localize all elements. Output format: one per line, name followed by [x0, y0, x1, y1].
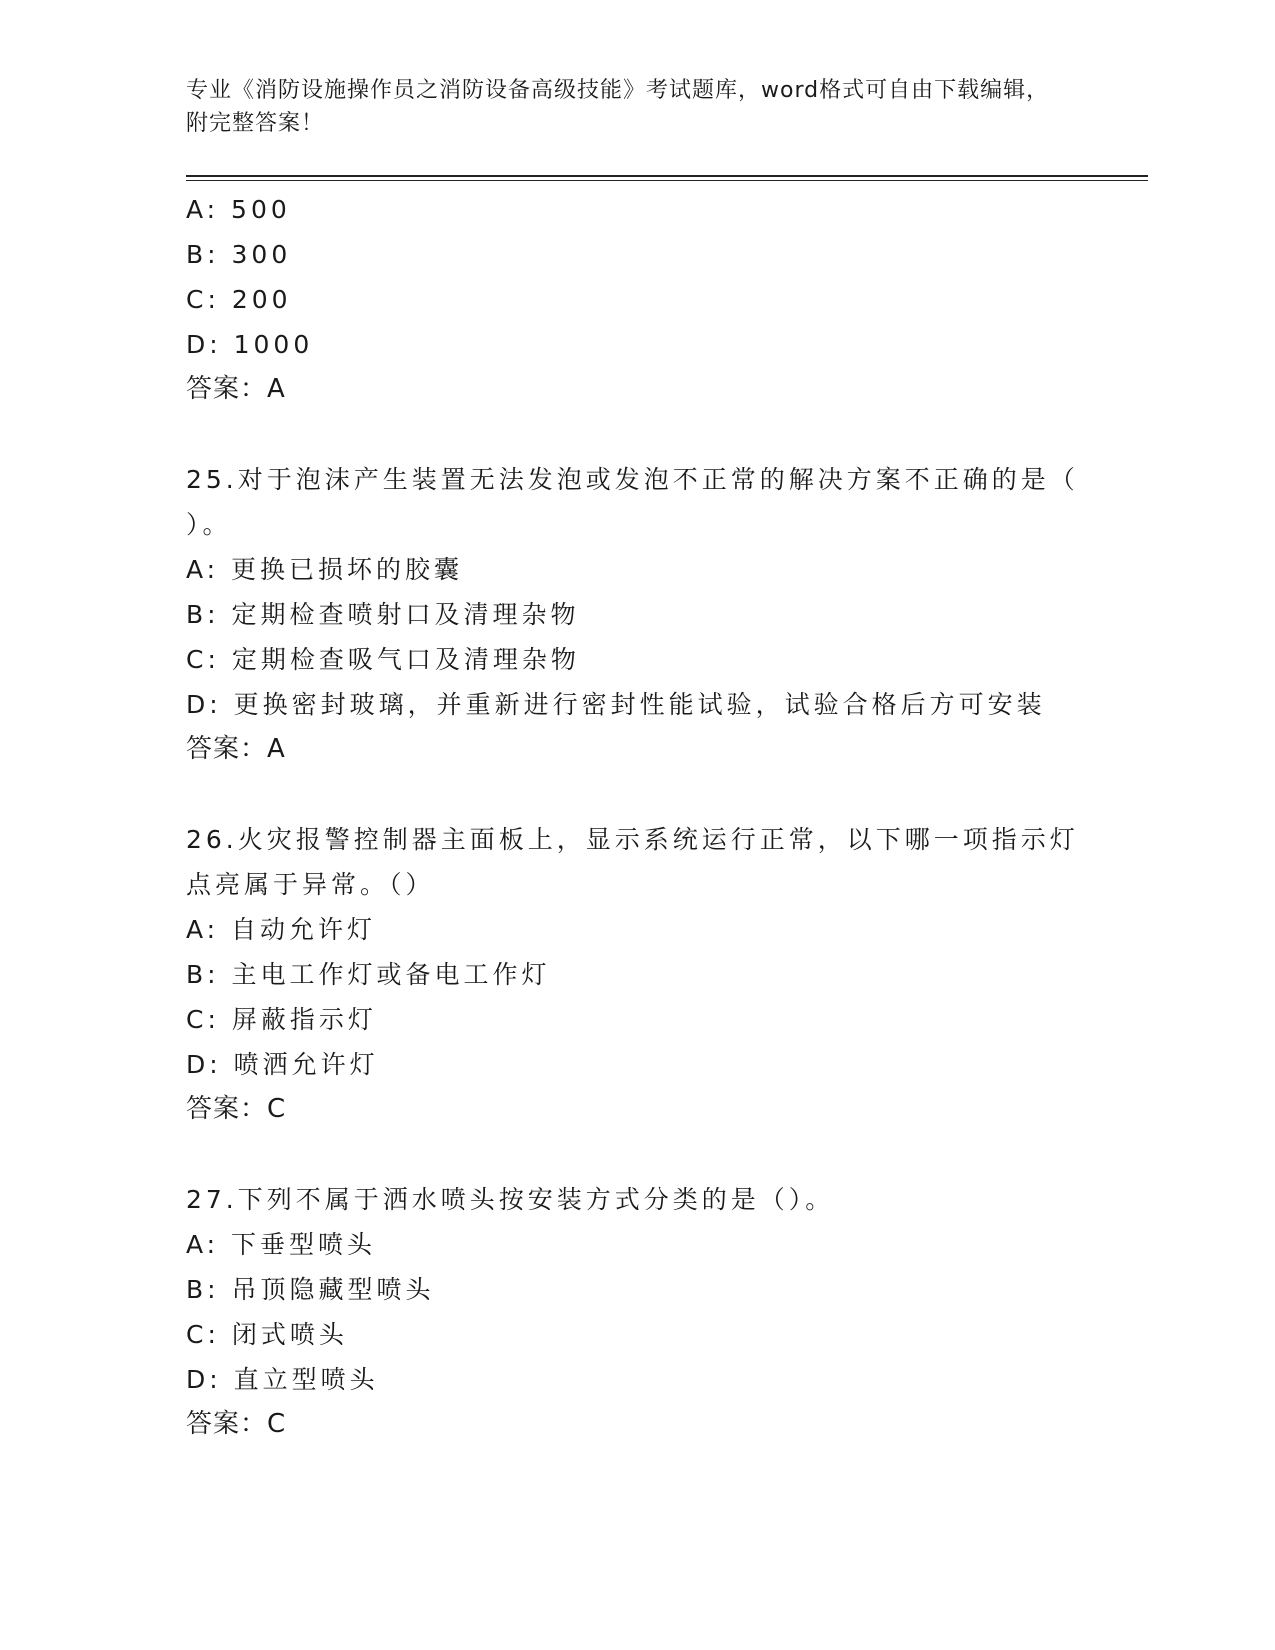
q27-stem-line1: 27.下列不属于洒水喷头按安装方式分类的是（）。	[186, 1185, 835, 1214]
q27-option-b: B: 吊顶隐藏型喷头	[186, 1275, 435, 1304]
q26-option-b: B: 主电工作灯或备电工作灯	[186, 960, 551, 989]
q24-option-c: C: 200	[186, 285, 292, 314]
q26-option-d: D: 喷洒允许灯	[186, 1050, 379, 1079]
q25-option-a: A: 更换已损坏的胶囊	[186, 555, 464, 584]
q27-option-c: C: 闭式喷头	[186, 1320, 348, 1349]
q24-option-b: B: 300	[186, 240, 292, 269]
q25-answer: 答案：A	[186, 734, 286, 764]
q26-stem-line1: 26.火灾报警控制器主面板上，显示系统运行正常，以下哪一项指示灯	[186, 825, 1079, 854]
q24-answer: 答案：A	[186, 374, 286, 404]
q25-stem-line2: ）。	[186, 510, 232, 539]
q27-option-a: A: 下垂型喷头	[186, 1230, 377, 1259]
q26-option-c: C: 屏蔽指示灯	[186, 1005, 377, 1034]
q24-option-a: A: 500	[186, 195, 291, 224]
header-divider-thin	[186, 180, 1148, 181]
q25-stem-line1: 25.对于泡沫产生装置无法发泡或发泡不正常的解决方案不正确的是（	[186, 465, 1079, 494]
q25-option-d: D: 更换密封玻璃，并重新进行密封性能试验，试验合格后方可安装	[186, 690, 1046, 719]
q27-option-d: D: 直立型喷头	[186, 1365, 379, 1394]
document-header: 专业《消防设施操作员之消防设备高级技能》考试题库，word格式可自由下载编辑，附完整答案！	[186, 78, 1050, 136]
q25-option-b: B: 定期检查喷射口及清理杂物	[186, 600, 580, 629]
q27-answer: 答案：C	[186, 1409, 287, 1439]
q26-answer: 答案：C	[186, 1094, 287, 1124]
q26-stem-line2: 点亮属于异常。（）	[186, 870, 435, 899]
q26-option-a: A: 自动允许灯	[186, 915, 377, 944]
q24-option-d: D: 1000	[186, 330, 314, 359]
header-divider	[186, 175, 1148, 177]
q25-option-c: C: 定期检查吸气口及清理杂物	[186, 645, 580, 674]
